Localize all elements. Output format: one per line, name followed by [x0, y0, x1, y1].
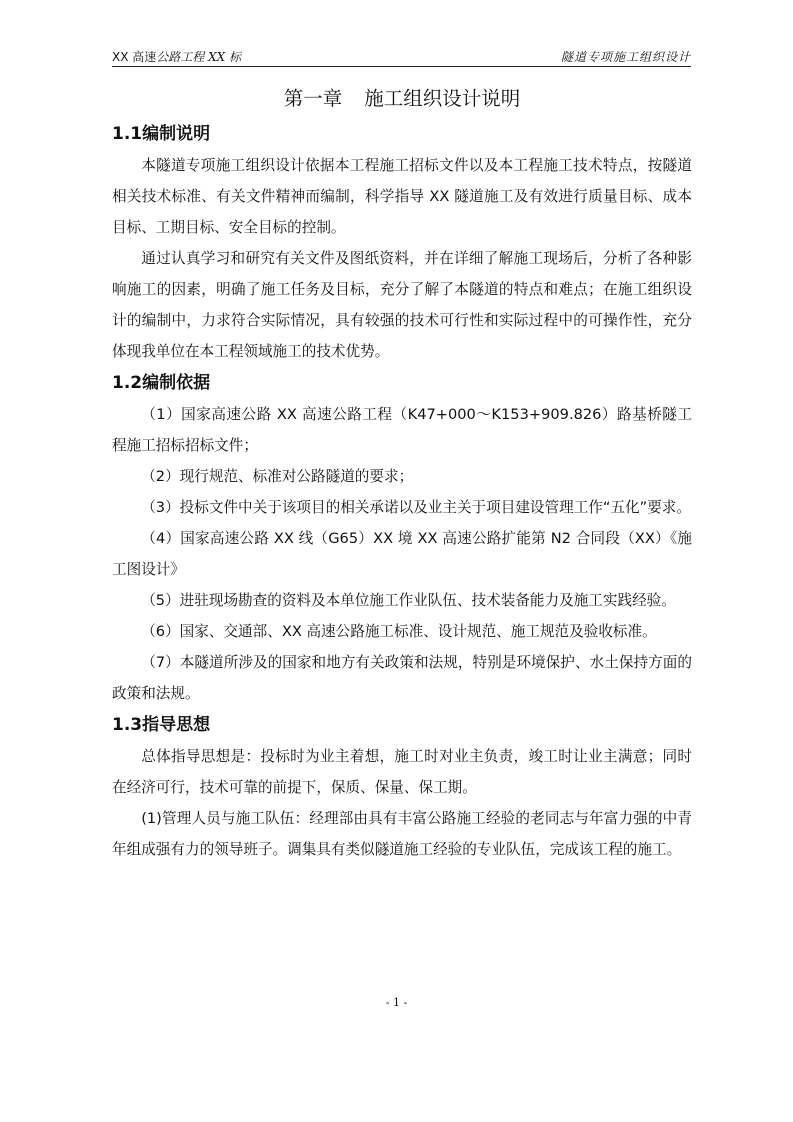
list-item: （6）国家、交通部、XX 高速公路施工标准、设计规范、施工规范及验收标准。 [141, 623, 657, 640]
paragraph: 通过认真学习和研究有关文件及图纸资料，并在详细了解施工现场后，分析了各种影响施工的因素，明确了施工任务及目标，充分了解了本隧道的特点和难点；在施工组织设计的编制中，力求符合实际情况，具有较强的技术可行性和实际过程中的可操作性，充分体现我单位在本工程领域施工的技术优势。 [112, 250, 692, 360]
page-number: - 1 - [385, 996, 408, 1009]
paragraph: 本隧道专项施工组织设计依据本工程施工招标文件以及本工程施工技术特点，按隧道相关技术标准、有关文件精神而编制，科学指导 XX 隧道施工及有效进行质量目标、成本目标、工期目标、安全目标的控制。 [112, 157, 692, 236]
page-header [112, 44, 691, 67]
list-item: （7）本隧道所涉及的国家和地方有关政策和法规，特别是环境保护、水土保持方面的政策和法规。 [112, 654, 692, 702]
section-heading: 1.3指导思想 [112, 715, 211, 735]
list-item: （4）国家高速公路 XX 线（G65）XX 境 XX 高速公路扩能第 N2 合同段（XX）《施工图设计》 [112, 530, 692, 578]
paragraph: 总体指导思想是：投标时为业主着想，施工时对业主负责，竣工时让业主满意；同时在经济可行，技术可靠的前提下，保质、保量、保工期。 [112, 748, 692, 796]
chapter-name: 施工组织设计说明 [364, 87, 521, 110]
header-project-name: XX 高速公路工程 XX 标 [112, 50, 241, 64]
document-body [112, 80, 692, 865]
list-item: （2）现行规范、标准对公路隧道的要求； [141, 468, 414, 485]
list-item: （1）国家高速公路 XX 高速公路工程（K47+000～K153+909.826）路基桥隧工程施工招标招标文件； [112, 406, 692, 454]
section-heading: 1.2编制依据 [112, 373, 211, 393]
section-heading: 1.1编制说明 [112, 124, 211, 144]
chapter-title [112, 80, 692, 118]
chapter-number: 第一章 [283, 87, 343, 110]
paragraph: (1)管理人员与施工队伍：经理部由具有丰富公路施工经验的老同志与年富力强的中青年组成强有力的领导班子。调集具有类似隧道施工经验的专业队伍，完成该工程的施工。 [112, 810, 692, 858]
list-item: （3）投标文件中关于该项目的相关承诺以及业主关于项目建设管理工作“五化”要求。 [141, 499, 691, 516]
list-item: （5）进驻现场勘查的资料及本单位施工作业队伍、技术装备能力及施工实践经验。 [141, 592, 676, 609]
header-document-title: 隧道专项施工组织设计 [560, 50, 691, 64]
